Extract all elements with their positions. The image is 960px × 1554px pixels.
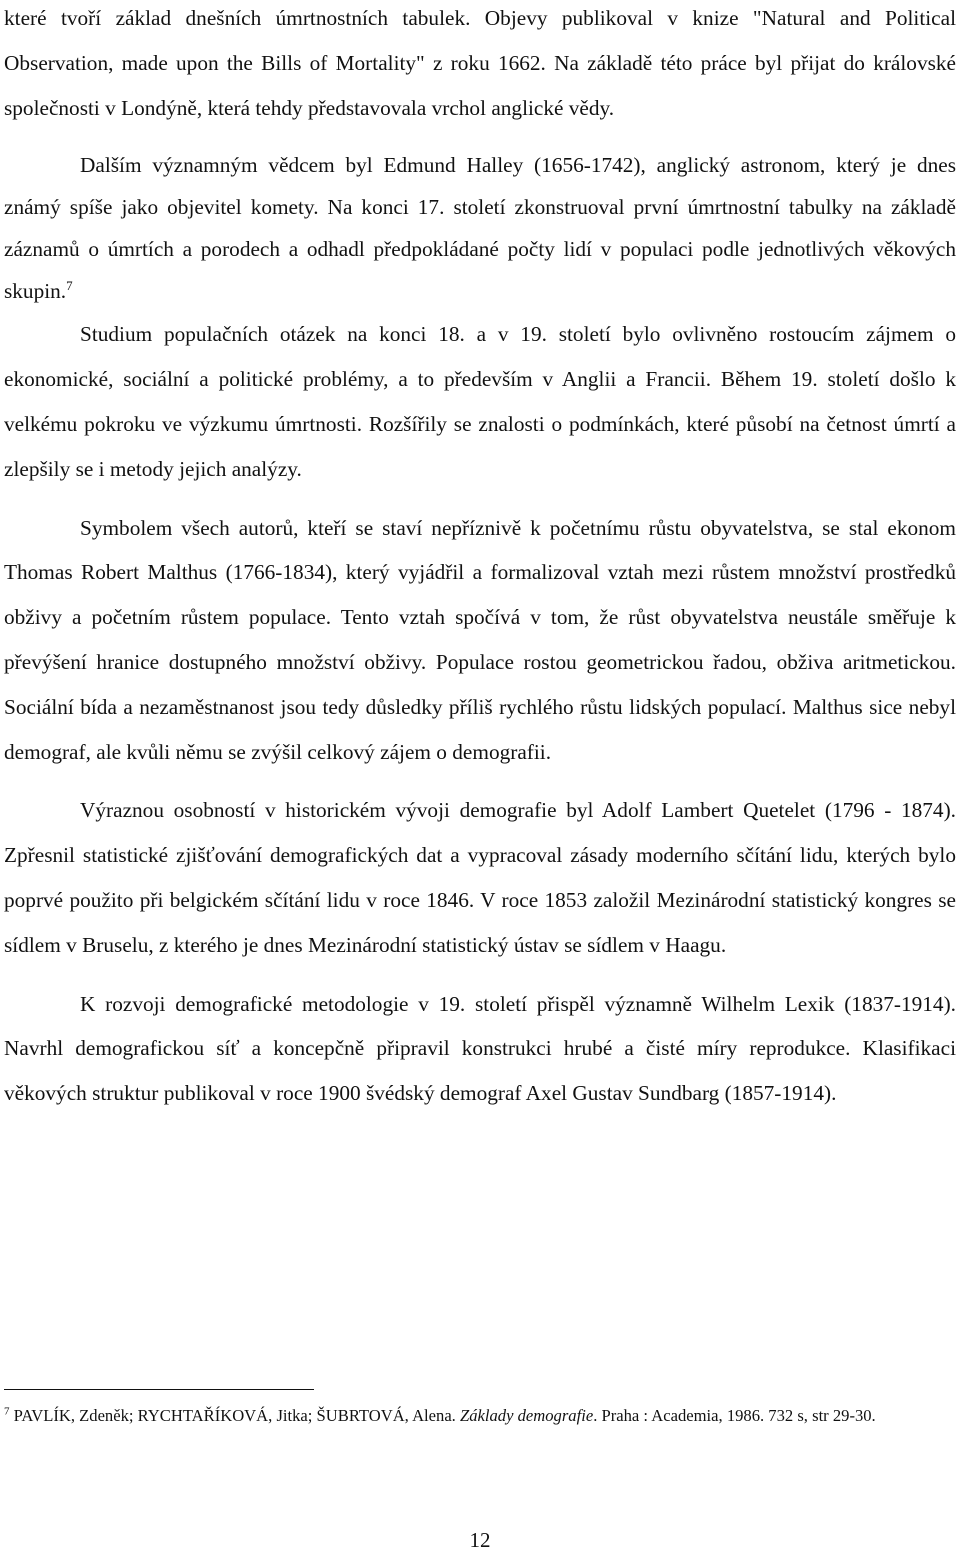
paragraph-graunt: které tvoří základ dnešních úmrtnostních tabulek. Objevy publikoval v knize "Natural and Political Observation, made upon the Bills of Mortality" z roku 1662. Na základě této práce byl přijat do královské společnosti v Londýně, která tehdy představovala vrchol anglické vědy.	[4, 6, 956, 120]
paragraph-population-studies: Studium populačních otázek na konci 18. a v 19. století bylo ovlivněno rostoucím zájmem o ekonomické, sociální a politické problémy, a to především v Anglii a Francii. Během 19. století došlo k velkému pokroku ve výzkumu úmrtnosti. Rozšířily se znalosti o podmínkách, které působí na četnost úmrtí a zlepšily se i metody jejich analýzy.	[4, 322, 956, 481]
paragraph-malthus: Symbolem všech autorů, kteří se staví nepříznivě k početnímu růstu obyvatelstva, se stal ekonom Thomas Robert Malthus (1766-1834), který vyjádřil a formalizoval vztah mezi růstem množství prostředků obživy a početním růstem populace. Tento vztah spočívá v tom, že růst obyvatelstva neustále směřuje k převýšení hranice dostupného množství obživy. Populace rostou geometrickou řadou, obživa aritmetickou. Sociální bída a nezaměstnanost jsou tedy důsledky příliš rychlého růstu lidských populací. Malthus sice nebyl demograf, ale kvůli němu se zvýšil celkový zájem o demografii.	[4, 515, 956, 764]
page-number: 12	[469, 1528, 491, 1552]
paragraph-halley: Dalším významným vědcem byl Edmund Halley (1656-1742), anglický astronom, který je dnes známý spíše jako objevitel komety. Na konci 17. století zkonstruoval první úmrtnostní tabulky na základě záznamů o úmrtích a porodech a odhadl předpokládané počty lidí v populaci podle jednotlivých věkových skupin.$^7$	[4, 153, 956, 304]
footnote-publication: . Praha : Academia, 1986. 732 s, str 29-30.	[593, 1406, 876, 1425]
footnote-divider	[4, 1389, 314, 1390]
paragraph-quetelet: Výraznou osobností v historickém vývoji demografie byl Adolf Lambert Quetelet (1796 - 1874). Zpřesnil statistické zjišťování demografických dat a vypracoval zásady moderního sčítání lidu, kterých bylo poprvé použito při belgickém sčítání lidu v roce 1846. V roce 1853 založil Mezinárodní statistický kongres se sídlem v Bruselu, z kterého je dnes Mezinárodní statistický ústav se sídlem v Haagu.	[4, 798, 956, 957]
footnote	[4, 1403, 954, 1429]
footnote-reference[interactable]: 7	[66, 278, 73, 294]
footnote-title: Základy demografie	[460, 1406, 594, 1425]
paragraph-lexik: K rozvoji demografické metodologie v 19. století přispěl významně Wilhelm Lexik (1837-1914). Navrhl demografickou síť a koncepčně připravil konstrukci hrubé a čisté míry reprodukce. Klasifikaci věkových struktur publikoval v roce 1900 švédský demograf Axel Gustav Sundbarg (1857-1914).	[4, 991, 956, 1106]
footnote-authors: PAVLÍK, Zdeněk; RYCHTAŘÍKOVÁ, Jitka; ŠUBRTOVÁ, Alena.	[13, 1406, 456, 1425]
document-page	[4, 0, 956, 1116]
footnote-marker: 7	[4, 1405, 10, 1418]
